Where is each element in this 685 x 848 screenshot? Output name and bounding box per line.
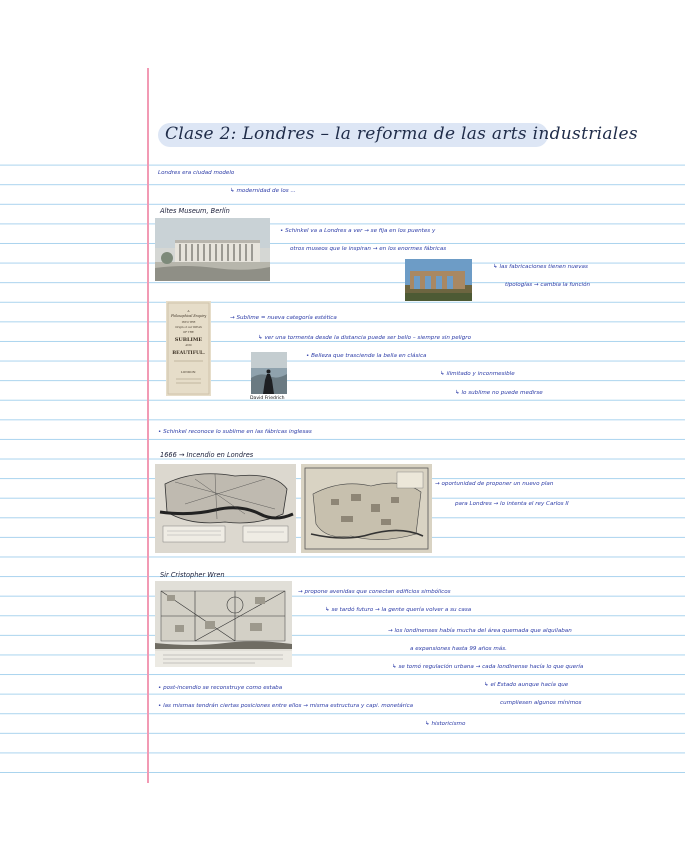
note-line: ↳ ver una tormenta desde la distancia puede ser bello – siempre sin peligro xyxy=(258,335,472,341)
wanderer-painting-image xyxy=(251,352,287,394)
note-line: ↳ se tomó regulación urbana → cada londinense hacía lo que quería xyxy=(392,664,584,670)
wren-plan-image xyxy=(155,581,292,667)
note-line: otros museos que le inspiran → en los enormes fábricas xyxy=(290,246,447,252)
svg-text:LONDON:: LONDON: xyxy=(180,370,197,374)
note-line: • Belleza que trasciende la bella en clásica xyxy=(306,353,427,359)
note-line: → oportunidad de proponer un nuevo plan xyxy=(435,481,554,487)
note-line: → propone avenidas que conectan edificios simbólicos xyxy=(298,589,451,595)
note-line: ↳ el Estado aunque hacía que xyxy=(484,682,569,688)
page-title: Clase 2: Londres – la reforma de las arts industriales xyxy=(165,124,638,144)
section-heading-altes-museum: Altes Museum, Berlín xyxy=(160,207,230,215)
note-line: • las mismas tendrán ciertas posiciones entre ellos → misma estructura y capi. monetárica xyxy=(158,703,414,709)
svg-text:OF THE: OF THE xyxy=(183,331,194,334)
note-line: cumpliesen algunos mínimos xyxy=(500,700,582,706)
section-heading-wren: Sir Cristopher Wren xyxy=(160,571,225,579)
note-line: para Londres → lo intenta el rey Carlos II xyxy=(455,501,569,507)
note-line: ↳ se tardó futuro → la gente quería volver a su casa xyxy=(325,607,472,613)
svg-text:AND: AND xyxy=(185,344,192,347)
burke-book-image xyxy=(166,301,211,396)
note-line: → Sublime = nueva categoría estética xyxy=(230,315,337,321)
note-line: ↳ modernidad de los ... xyxy=(230,188,296,194)
svg-text:A: A xyxy=(187,309,190,313)
london-fire-map-image xyxy=(301,464,432,553)
note-line: ↳ las fabricaciones tienen nuevas xyxy=(493,264,588,270)
section-heading-fire: 1666 → Incendio en Londres xyxy=(160,451,254,459)
london-plan-map-image xyxy=(155,464,296,553)
altes-museum-image xyxy=(155,218,270,281)
note-line: tipologías → cambia la función xyxy=(505,282,591,288)
note-line: • post-incendio se reconstruye como estaba xyxy=(158,685,283,691)
note-line: → los londinenses había mucha del área quemada que alquilaban xyxy=(388,628,572,634)
note-line: ↳ ilimitado y inconmesible xyxy=(440,371,515,377)
note-line: • Schinkel reconoce lo sublime en las fábricas inglesas xyxy=(158,429,312,435)
svg-text:SUBLIME: SUBLIME xyxy=(174,337,203,343)
note-line: Londres era ciudad modelo xyxy=(158,170,235,176)
note-line: a expansiones hasta 99 años más. xyxy=(410,646,507,652)
aqueduct-image xyxy=(405,259,472,301)
svg-text:Philosophical Enquiry: Philosophical Enquiry xyxy=(170,314,207,318)
svg-text:BEAUTIFUL.: BEAUTIFUL. xyxy=(172,351,205,356)
note-line: ↳ lo sublime no puede medirse xyxy=(455,390,543,396)
svg-text:INTO THE: INTO THE xyxy=(181,321,196,324)
page-bottom-blank xyxy=(0,786,685,848)
svg-text:Origin of our IDEAS: Origin of our IDEAS xyxy=(175,326,202,329)
note-line: • Schinkel va a Londres a ver → se fija en los puentes y xyxy=(280,228,436,234)
note-line: ↳ historicismo xyxy=(425,721,466,727)
margin-line xyxy=(147,68,149,783)
painting-caption: David Friedrich xyxy=(250,396,285,401)
